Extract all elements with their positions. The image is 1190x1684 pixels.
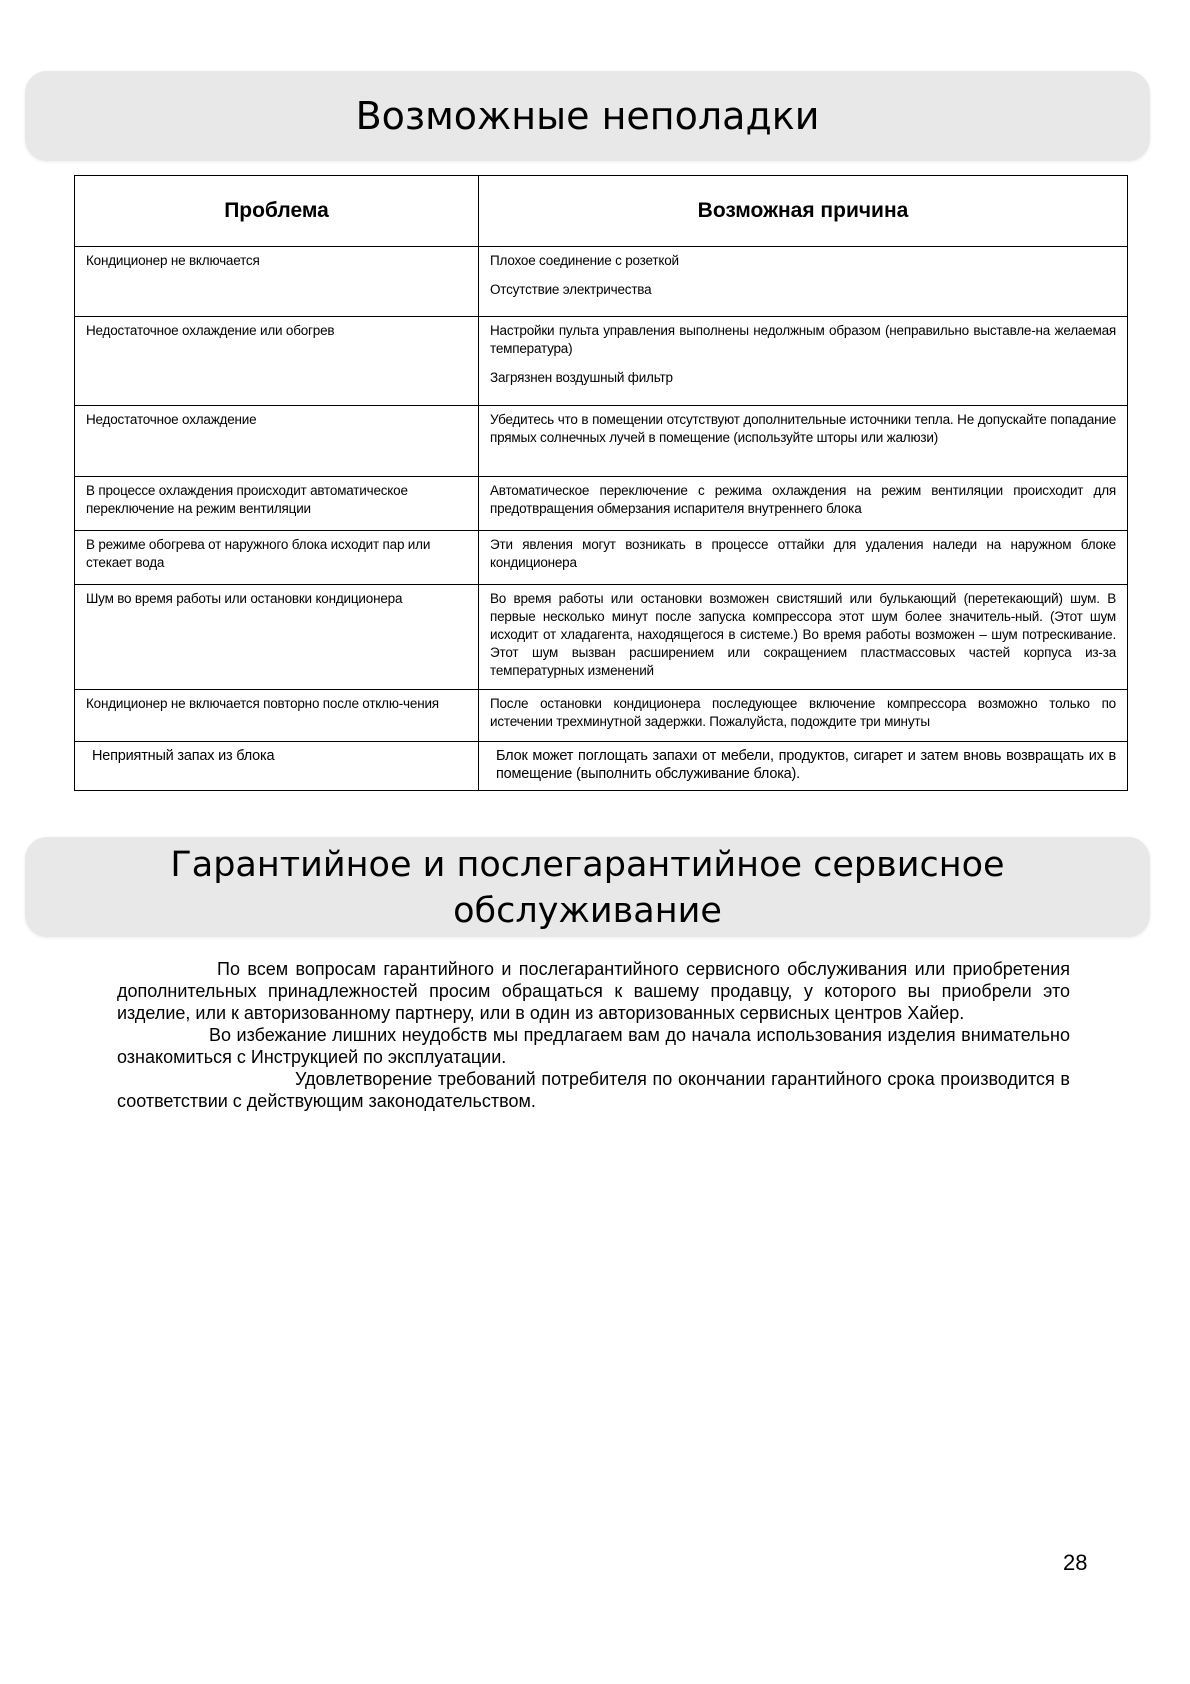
problem-cell: Недостаточное охлаждение [75, 406, 479, 477]
problem-cell: Неприятный запах из блока [75, 742, 479, 791]
page-number: 28 [1063, 1550, 1088, 1575]
troubleshooting-table [74, 175, 1128, 791]
warranty-title-line1: Гарантийное и послегарантийное сервисное [170, 845, 1005, 885]
cause-line: Загрязнен воздушный фильтр [490, 370, 673, 385]
table-row [75, 585, 1128, 690]
problem-cell: Кондиционер не включается повторно после отклю-чения [75, 690, 479, 742]
problem-cell: Шум во время работы или остановки кондиционера [75, 585, 479, 690]
table-row [75, 317, 1128, 406]
warranty-banner [25, 837, 1150, 937]
table-row [75, 742, 1128, 791]
table-header-row [75, 176, 1128, 247]
warranty-paragraph: Удовлетворение требований потребителя по окончании гарантийного срока производится в соответствии с действующим законодательством. [117, 1069, 1070, 1111]
table-row [75, 406, 1128, 477]
table-row [75, 690, 1128, 742]
problem-cell: В процессе охлаждения происходит автоматическое переключение на режим вентиляции [75, 477, 479, 531]
troubleshooting-banner [25, 71, 1150, 161]
warranty-paragraph: Во избежание лишних неудобств мы предлагаем вам до начала использования изделия внимательно ознакомиться с Инструкцией по эксплуатации. [117, 1025, 1070, 1067]
warranty-title [25, 837, 1150, 934]
problem-cell: Недостаточное охлаждение или обогрев [75, 317, 479, 406]
problem-cell: Кондиционер не включается [75, 247, 479, 317]
table-row [75, 531, 1128, 585]
cause-cell: Во время работы или остановки возможен свистяший или булькающий (перетекающий) шум. В первые несколько минут после запуска компрессора этот шум более значитель-ный. (Этот шум исходит от хладагента, находящегося в системе.) Во время работы возможен – шум потрескивание. Этот шум вызван расширением или сокращением пластмассовых частей корпуса из-за температурных изменений [479, 585, 1128, 690]
cause-line: Отсутствие электричества [490, 282, 652, 297]
cause-cell: Убедитесь что в помещении отсутствуют дополнительные источники тепла. Не допускайте попадание прямых солнечных лучей в помещение (используйте шторы или жалюзи) [479, 406, 1128, 477]
warranty-title-line2: обслуживание [453, 891, 722, 931]
warranty-paragraph: По всем вопросам гарантийного и послегарантийного сервисного обслуживания или приобретения дополнительных принадлежностей просим обращаться к вашему продавцу, у которого вы приобрели это изделие, или к авторизованному партнеру, или в один из авторизованных сервисных центров Хайер. [117, 959, 1070, 1023]
cause-cell [479, 247, 1128, 317]
table-row [75, 247, 1128, 317]
header-cause: Возможная причина [479, 176, 1128, 247]
troubleshooting-title: Возможные неполадки [355, 94, 820, 138]
warranty-text [117, 958, 1070, 1112]
cause-line: Плохое соединение с розеткой [490, 253, 679, 268]
cause-cell: Блок может поглощать запахи от мебели, продуктов, сигарет и затем вновь возвращать их в помещение (выполнить обслуживание блока). [479, 742, 1128, 791]
cause-cell: После остановки кондиционера последующее включение компрессора возможно только по истечении трехминутной задержки. Пожалуйста, подождите три минуты [479, 690, 1128, 742]
table-row [75, 477, 1128, 531]
header-problem: Проблема [75, 176, 479, 247]
cause-cell: Автоматическое переключение с режима охлаждения на режим вентиляции происходит для предотвращения обмерзания испарителя внутреннего блока [479, 477, 1128, 531]
cause-line: Настройки пульта управления выполнены недолжным образом (неправильно выставле-на желаемая температура) [490, 323, 1116, 356]
cause-cell: Эти явления могут возникать в процессе оттайки для удаления наледи на наружном блоке кондиционера [479, 531, 1128, 585]
cause-cell [479, 317, 1128, 406]
problem-cell: В режиме обогрева от наружного блока исходит пар или стекает вода [75, 531, 479, 585]
